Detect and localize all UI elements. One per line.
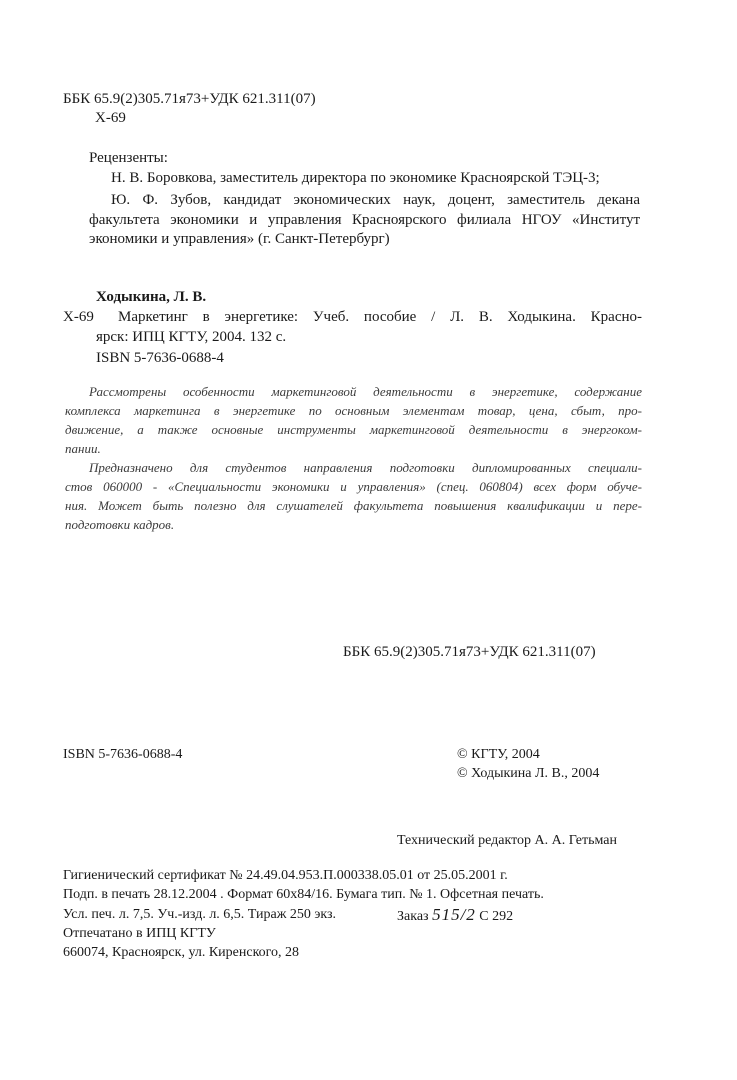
reviewer-2-line-2: факультета экономики и управления Красноярского филиала НГОУ «Институт [89,212,640,228]
bib-title-line-2: ярск: ИПЦ КГТУ, 2004. 132 с. [96,329,287,345]
imprint-line-1: Гигиенический сертификат № 24.49.04.953.П.000338.05.01 от 25.05.2001 г. [63,868,508,883]
bib-mark: Х-69 [63,309,94,325]
abstract-p2-line-2: стов 060000 - «Специальности экономики и управления» (спец. 060804) всех форм обуче- [65,479,642,494]
abstract-p1-line-1: Рассмотрены особенности маркетинговой деятельности в энергетике, содержание [89,384,642,399]
abstract-p1-line-2: комплекса маркетинга в энергетике по основным элементам товар, цена, сбыт, про- [65,403,642,418]
copyright-kgtu: © КГТУ, 2004 [457,747,540,762]
imprint-print-details: Усл. печ. л. 7,5. Уч.-изд. л. 6,5. Тираж 250 экз. [63,907,337,922]
imprint-line-4: Отпечатано в ИПЦ КГТУ [63,926,216,941]
bib-author: Ходыкина, Л. В. [96,289,207,305]
reviewer-2-line-1: Ю. Ф. Зубов, кандидат экономических наук, доцент, заместитель декана [111,192,640,208]
abstract-p2-line-1: Предназначено для студентов направления подготовки дипломированных специали- [89,460,642,475]
order-number-handwritten: 515/2 [432,905,476,924]
imprint-line-3 [63,905,336,924]
abstract-p1-line-4: пании. [65,441,101,456]
imprint-line-5: 660074, Красноярск, ул. Киренского, 28 [63,945,300,960]
imprint-line-2: Подп. в печать 28.12.2004 . Формат 60х84/16. Бумага тип. № 1. Офсетная печать. [63,887,544,902]
abstract-p2-line-4: подготовки кадров. [65,517,175,532]
bib-isbn: ISBN 5-7636-0688-4 [96,350,224,366]
order-label: Заказ [397,909,429,924]
author-mark: Х-69 [95,110,126,126]
imprint-order [397,905,513,926]
bib-title-line-1: Маркетинг в энергетике: Учеб. пособие / Л. В. Ходыкина. Красно- [118,309,642,325]
copyright-author: © Ходыкина Л. В., 2004 [457,766,600,781]
abstract-p2-line-3: ния. Может быть полезно для слушателей факультета повышения квалификации и пере- [65,498,642,513]
abstract-p1-line-3: движение, а также основные инструменты маркетинговой деятельности в энергоком- [65,422,642,437]
bbk-udk-code: ББК 65.9(2)305.71я73+УДК 621.311(07) [63,91,316,107]
reviewer-2-line-3: экономики и управления» (г. Санкт-Петербург) [89,231,390,247]
reviewer-1: Н. В. Боровкова, заместитель директора по экономике Красноярской ТЭЦ-3; [111,170,600,186]
technical-editor: Технический редактор А. А. Гетьман [397,833,617,848]
order-code: С 292 [479,909,514,924]
bbk-udk-code-bottom: ББК 65.9(2)305.71я73+УДК 621.311(07) [343,644,596,660]
reviewers-title: Рецензенты: [89,150,168,166]
isbn-bottom: ISBN 5-7636-0688-4 [63,747,183,762]
